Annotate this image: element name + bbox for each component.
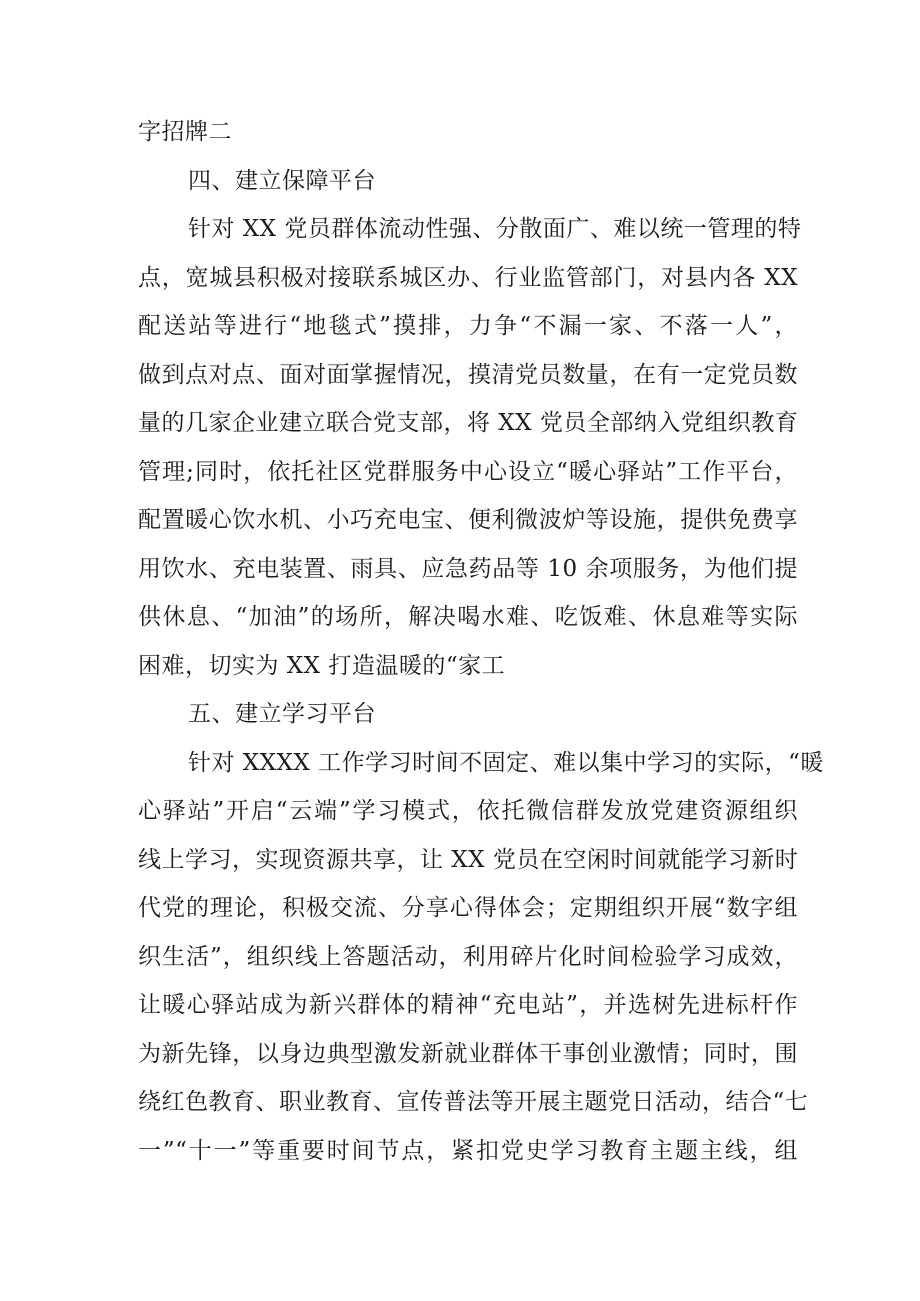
text-line: 做到点对点、面对面掌握情况，摸清党员数量，在有一定党员数 bbox=[138, 361, 798, 388]
section-heading: 四、建立保障平台 bbox=[188, 167, 376, 194]
text-line: 为新先锋，以身边典型激发新就业群体干事创业激情；同时，围 bbox=[138, 1040, 798, 1067]
text-line: 点，宽城县积极对接联系城区办、行业监管部门，对县内各 XX bbox=[138, 264, 798, 291]
document-body bbox=[138, 108, 824, 1175]
text-line: 线上学习，实现资源共享，让 XX 党员在空闲时间就能学习新时 bbox=[138, 846, 799, 873]
text-line: 用饮水、充电装置、雨具、应急药品等 10 余项服务，为他们提 bbox=[138, 555, 798, 582]
text-line: 供休息、“加油”的场所，解决喝水难、吃饭难、休息难等实际 bbox=[138, 604, 798, 630]
text-line: 一”“十一”等重要时间节点，紧扣党史学习教育主题主线，组 bbox=[138, 1137, 798, 1164]
text-line: 配送站等进行“地毯式”摸排，力争“不漏一家、不落一人”， bbox=[138, 313, 798, 339]
text-line: 织生活”，组织线上答题活动，利用碎片化时间检验学习成效， bbox=[138, 943, 798, 970]
text-line: 针对 XXXX 工作学习时间不固定、难以集中学习的实际，“暖 bbox=[188, 749, 824, 776]
text-line: 困难，切实为 XX 打造温暖的“家工 bbox=[138, 652, 506, 679]
text-line: 字招牌二 bbox=[138, 119, 232, 145]
text-line: 让暖心驿站成为新兴群体的精神“充电站”，并选树先进标杆作 bbox=[138, 992, 798, 1018]
text-line: 心驿站”开启“云端”学习模式，依托微信群发放党建资源组织 bbox=[138, 798, 798, 824]
text-line: 针对 XX 党员群体流动性强、分散面广、难以统一管理的特 bbox=[188, 216, 802, 242]
text-line: 配置暖心饮水机、小巧充电宝、便利微波炉等设施，提供免费享 bbox=[138, 507, 798, 533]
section-heading: 五、建立学习平台 bbox=[188, 701, 376, 727]
text-line: 代党的理论，积极交流、分享心得体会；定期组织开展“数字组 bbox=[138, 895, 798, 921]
text-line: 绕红色教育、职业教育、宣传普法等开展主题党日活动，结合“七 bbox=[138, 1089, 809, 1115]
text-line: 管理;同时，依托社区党群服务中心设立“暖心驿站”工作平台， bbox=[138, 458, 798, 485]
text-line: 量的几家企业建立联合党支部，将 XX 党员全部纳入党组织教育 bbox=[138, 410, 799, 436]
